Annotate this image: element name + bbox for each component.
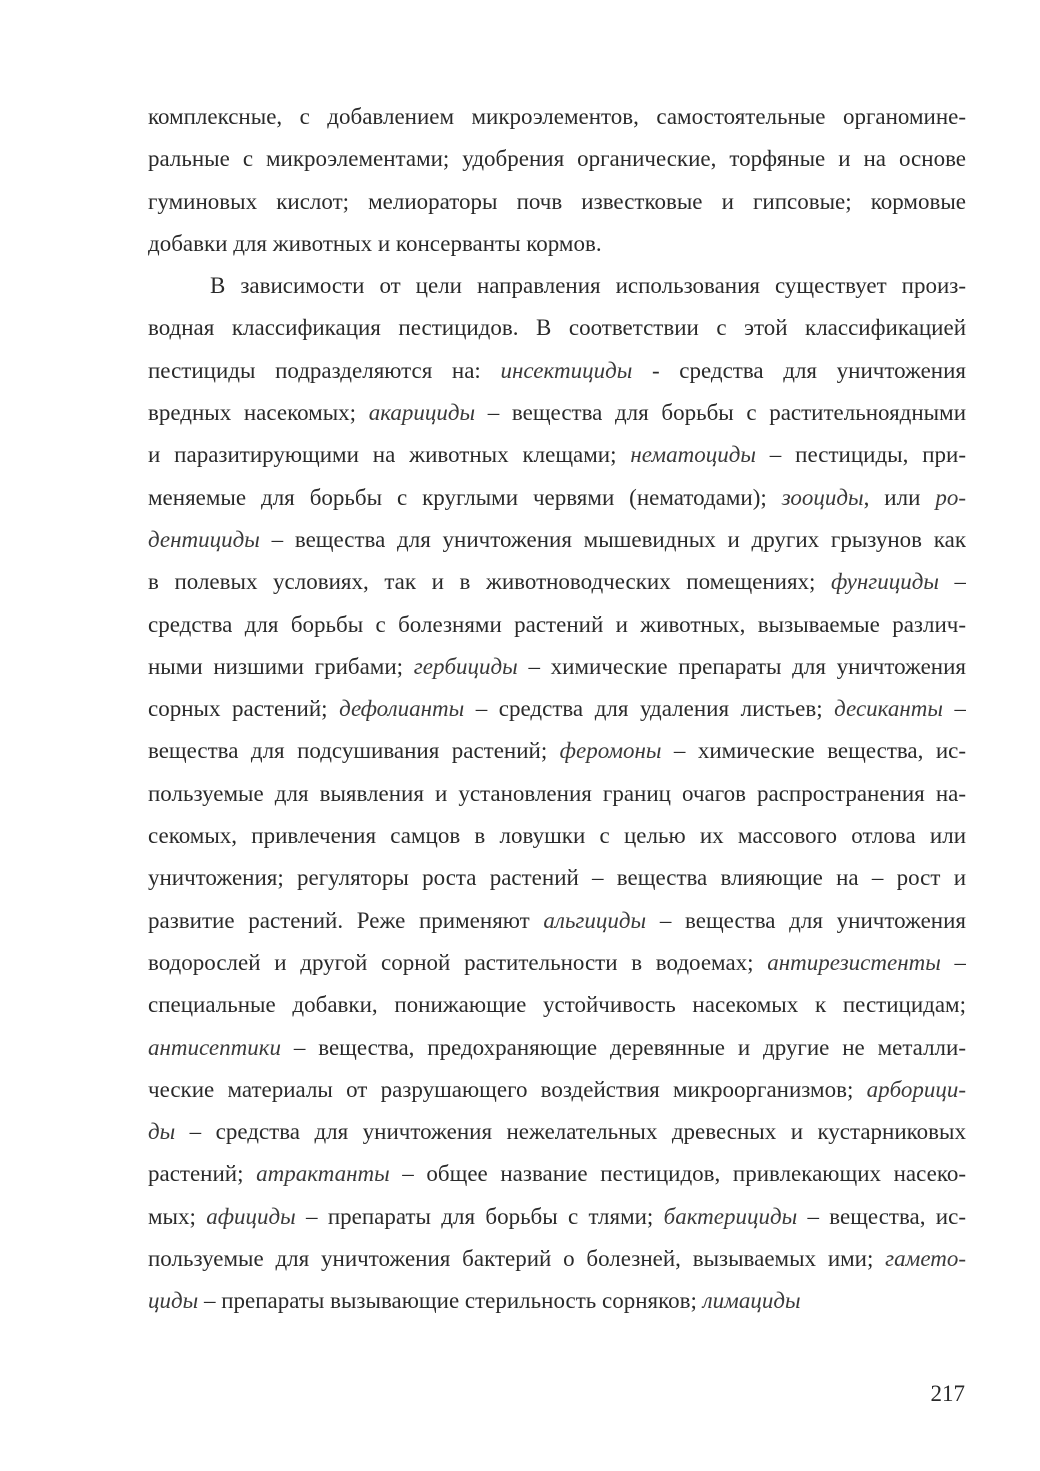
text-line [148, 350, 966, 392]
text-segment: мых; [148, 1203, 207, 1229]
text-line [148, 1280, 966, 1322]
italic-term: ды [148, 1119, 176, 1145]
page-number: 217 [930, 1381, 965, 1406]
text-segment: – средства для удаления листьев; [464, 696, 835, 722]
text-line [148, 773, 966, 815]
text-segment: – вещества для борьбы с растительноядными [475, 400, 966, 426]
italic-term: арборици- [866, 1076, 966, 1102]
italic-term: лимациды [702, 1288, 801, 1314]
text-line [148, 477, 966, 519]
text-line [148, 307, 966, 349]
text-line [148, 223, 966, 265]
text-segment: меняемые для борьбы с круглыми червями (нематодами); [148, 484, 782, 510]
text-segment: средства для борьбы с болезнями растений и животных, вызываемые различ- [148, 611, 966, 637]
italic-term: антисептики [148, 1034, 282, 1060]
text-line [148, 900, 966, 942]
paragraph [148, 96, 966, 265]
text-line [148, 1196, 966, 1238]
text-line [148, 392, 966, 434]
text-segment: вредных насекомых; [148, 400, 369, 426]
italic-term: дефолианты [339, 696, 465, 722]
text-segment: развитие растений. Реже применяют [148, 907, 544, 933]
text-segment: пользуемые для выявления и установления границ очагов распространения на- [148, 780, 966, 806]
text-segment: и паразитирующими на животных клещами; [148, 442, 631, 468]
text-segment: пестициды подразделяются на: [148, 357, 501, 383]
text-segment: – вещества, ис- [797, 1203, 966, 1229]
text-segment: комплексные, с добавлением микроэлементов, самостоятельные органомине- [148, 104, 966, 129]
italic-term: десиканты [834, 696, 943, 722]
italic-term: ро- [935, 484, 966, 510]
text-line [148, 1153, 966, 1195]
italic-term: нематоциды [630, 442, 756, 468]
text-segment: – пестициды, при- [755, 442, 966, 468]
italic-term: акарициды [368, 400, 476, 426]
text-segment: – [938, 569, 966, 595]
text-segment: В зависимости от цели направления использования существует произ- [210, 273, 966, 299]
text-segment: - средства для уничтожения [632, 357, 966, 383]
text-segment: специальные добавки, понижающие устойчивость насекомых к пестицидам; [148, 992, 966, 1018]
text-segment: – средства для уничтожения нежелательных древесных и кустарниковых [175, 1119, 966, 1145]
italic-term: бактерициды [663, 1203, 798, 1229]
text-line [148, 984, 966, 1026]
text-segment: – [942, 696, 966, 722]
text-segment: – вещества для уничтожения [646, 907, 966, 933]
text-line [148, 604, 966, 646]
text-line [148, 1238, 966, 1280]
text-segment: добавки для животных и консерванты кормов. [148, 230, 602, 256]
text-line [148, 96, 966, 138]
text-line [148, 688, 966, 730]
text-line [148, 561, 966, 603]
text-segment: – [940, 949, 966, 975]
text-segment: сорных растений; [148, 696, 340, 722]
text-segment: – химические препараты для уничтожения [517, 653, 966, 679]
text-line [148, 646, 966, 688]
italic-term: альгициды [543, 907, 647, 933]
italic-term: афициды [206, 1203, 296, 1229]
text-segment: – вещества, предохраняющие деревянные и другие не металли- [281, 1034, 966, 1060]
text-segment: пользуемые для уничтожения бактерий о болезней, вызываемых ими; [148, 1246, 886, 1272]
text-segment: ными низшими грибами; [148, 653, 414, 679]
text-line [148, 815, 966, 857]
text-segment: – вещества для уничтожения мышевидных и других грызунов как [259, 526, 966, 552]
text-segment: – общее название пестицидов, привлекающих насеко- [389, 1161, 966, 1187]
text-segment: уничтожения; регуляторы роста растений – вещества влияющие на – рост и [148, 865, 966, 891]
italic-term: дентициды [148, 526, 260, 552]
page-body [148, 96, 966, 1323]
text-line [148, 1027, 966, 1069]
text-segment: растений; [148, 1161, 257, 1187]
text-line [148, 857, 966, 899]
text-segment: ральные с микроэлементами; удобрения органические, торфяные и на основе [148, 146, 966, 172]
italic-term: зооциды [781, 484, 864, 510]
text-segment: ческие материалы от разрушающего воздействия микроорганизмов; [148, 1076, 867, 1102]
paragraph [148, 265, 966, 1322]
text-segment: – химические вещества, ис- [661, 738, 966, 764]
text-line [148, 942, 966, 984]
italic-term: инсектициды [500, 357, 633, 383]
text-line [148, 730, 966, 772]
text-line [148, 1069, 966, 1111]
italic-term: атрактанты [256, 1161, 390, 1187]
italic-term: циды [148, 1288, 199, 1314]
italic-term: фунгициды [831, 569, 939, 595]
text-segment: – препараты вызывающие стерильность сорняков; [198, 1288, 703, 1314]
text-line [148, 138, 966, 180]
italic-term: антирезистенты [767, 949, 941, 975]
text-segment: – препараты для борьбы с тлями; [295, 1203, 664, 1229]
text-segment: гуминовых кислот; мелиораторы почв известковые и гипсовые; кормовые [148, 188, 966, 214]
italic-term: гамето- [885, 1246, 966, 1272]
italic-term: гербициды [413, 653, 518, 679]
text-line [148, 1111, 966, 1153]
text-segment: водная классификация пестицидов. В соответствии с этой классификацией [148, 315, 966, 341]
text-segment: в полевых условиях, так и в животноводческих помещениях; [148, 569, 832, 595]
text-segment: вещества для подсушивания растений; [148, 738, 560, 764]
text-line [148, 434, 966, 476]
italic-term: феромоны [559, 738, 662, 764]
text-segment: секомых, привлечения самцов в ловушки с целью их массового отлова или [148, 823, 966, 849]
text-segment: водорослей и другой сорной растительности в водоемах; [148, 949, 768, 975]
text-segment: , или [863, 484, 936, 510]
text-line [148, 181, 966, 223]
text-line [148, 519, 966, 561]
text-line [148, 265, 966, 307]
